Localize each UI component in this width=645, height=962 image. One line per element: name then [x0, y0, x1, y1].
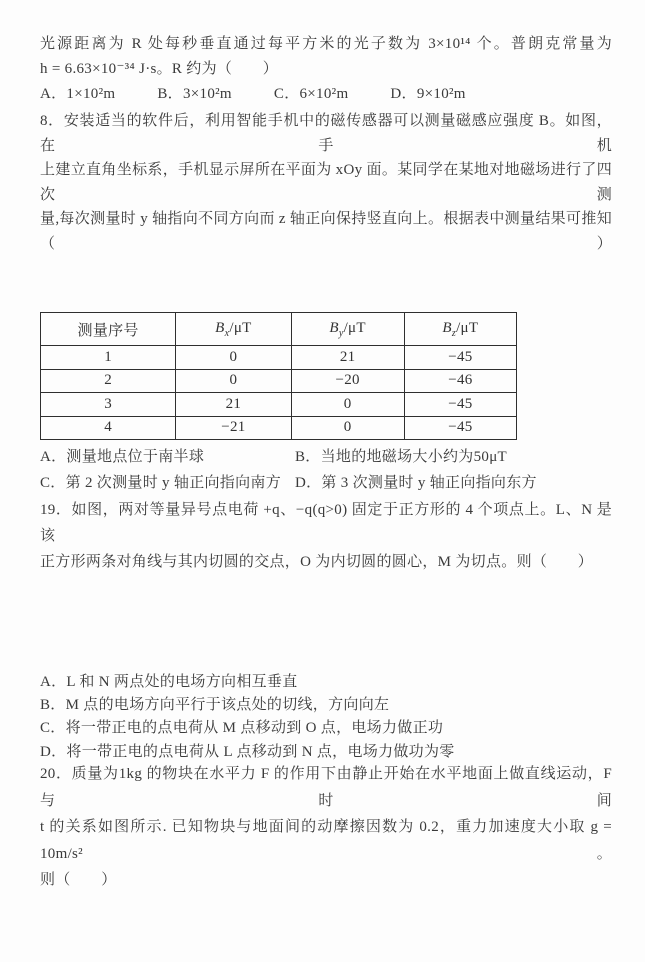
option-b: B．当地的地磁场大小约为50μT	[295, 449, 508, 465]
table-cell: 0	[291, 416, 404, 440]
question-text-line: 20．质量为1kg 的物块在水平力 F 的作用下由静止开始在水平地面上做直线运动，F 与时间	[40, 766, 612, 809]
question-text-line: 上建立直角坐标系，手机显示屏所在平面为 xOy 面。某同学在某地对地磁场进行了四次测	[40, 162, 612, 203]
table-cell: −20	[291, 369, 404, 393]
measurement-table	[40, 312, 517, 440]
question-text-line: 8．安装适当的软件后，利用智能手机中的磁传感器可以测量磁感应强度 B。如图，在手机	[40, 113, 612, 154]
table-cell: −45	[404, 416, 516, 440]
question-8-options	[40, 445, 612, 495]
table-row	[41, 346, 517, 370]
option-c: C．将一带正电的点电荷从 M 点移动到 O 点，电场力做正功	[40, 720, 444, 737]
question-text-line: 量,每次测量时 y 轴指向不同方向而 z 轴正向保持竖直向上。根据表中测量结果可推知（ ）	[40, 211, 612, 252]
table-row	[41, 393, 517, 417]
table-cell: −21	[176, 416, 291, 440]
table-cell: 21	[176, 393, 291, 417]
option-a: A．1×10²m	[40, 86, 116, 102]
question-19-stem	[40, 497, 612, 575]
table-row	[41, 369, 517, 393]
table-cell: 3	[41, 393, 176, 417]
table-header-cell: $B_z/\mu T$	[404, 313, 516, 346]
table-cell: 0	[176, 346, 291, 370]
question-text-line: 光源距离为 R 处每秒垂直通过每平方米的光子数为 3×10¹⁴ 个。普朗克常量为	[40, 36, 612, 52]
option-d: D．9×10²m	[390, 86, 466, 102]
question-19-options	[40, 671, 612, 764]
question-text-line: h = 6.63×10⁻³⁴ J·s。R 约为（ ）	[40, 61, 279, 77]
option-b: B．3×10²m	[157, 86, 232, 102]
option-b: B．M 点的电场方向平行于该点处的切线，方向向左	[40, 697, 390, 714]
measurement-table-section	[40, 312, 518, 440]
table-cell: 2	[41, 369, 176, 393]
question-8-stem	[40, 109, 612, 256]
measurement-table-head-row	[41, 313, 517, 346]
option-a: A．L 和 N 两点处的电场方向相互垂直	[40, 674, 298, 690]
table-cell: −46	[404, 369, 516, 393]
question-text-line: t 的关系如图所示. 已知物块与地面间的动摩擦因数为 0.2，重力加速度大小取 g = 10m/s²。	[40, 819, 612, 862]
table-cell: −45	[404, 393, 516, 417]
question-text-line: 则（ ）	[40, 872, 117, 888]
question-photon-options	[40, 82, 612, 107]
table-cell: 0	[291, 393, 404, 417]
option-c: C．6×10²m	[273, 86, 349, 102]
table-cell: 21	[291, 346, 404, 370]
option-a: A．测量地点位于南半球	[40, 449, 205, 465]
option-c: C．第 2 次测量时 y 轴正向指向南方	[40, 475, 282, 491]
question-photon-tail	[40, 32, 612, 107]
measurement-table-body	[41, 346, 517, 440]
question-text-line: 正方形两条对角线与其内切圆的交点，O 为内切圆的圆心，M 为切点。则（ ）	[40, 554, 594, 570]
table-header-cell: $B_x/\mu T$	[176, 313, 291, 346]
table-cell: 1	[41, 346, 176, 370]
table-header-cell: 测量序号	[41, 313, 176, 346]
option-d: D．第 3 次测量时 y 轴正向指向东方	[295, 475, 537, 491]
table-row	[41, 416, 517, 440]
question-20-stem	[40, 761, 612, 894]
option-d: D．将一带正电的点电荷从 L 点移动到 N 点，电场力做功为零	[40, 743, 455, 760]
table-header-cell: $B_y/\mu T$	[291, 313, 404, 346]
table-cell: −45	[404, 346, 516, 370]
question-text-line: 19．如图，两对等量异号点电荷 +q、−q(q>0) 固定于正方形的 4 个项点上。L、N 是该	[40, 502, 612, 544]
table-cell: 0	[176, 369, 291, 393]
table-cell: 4	[41, 416, 176, 440]
